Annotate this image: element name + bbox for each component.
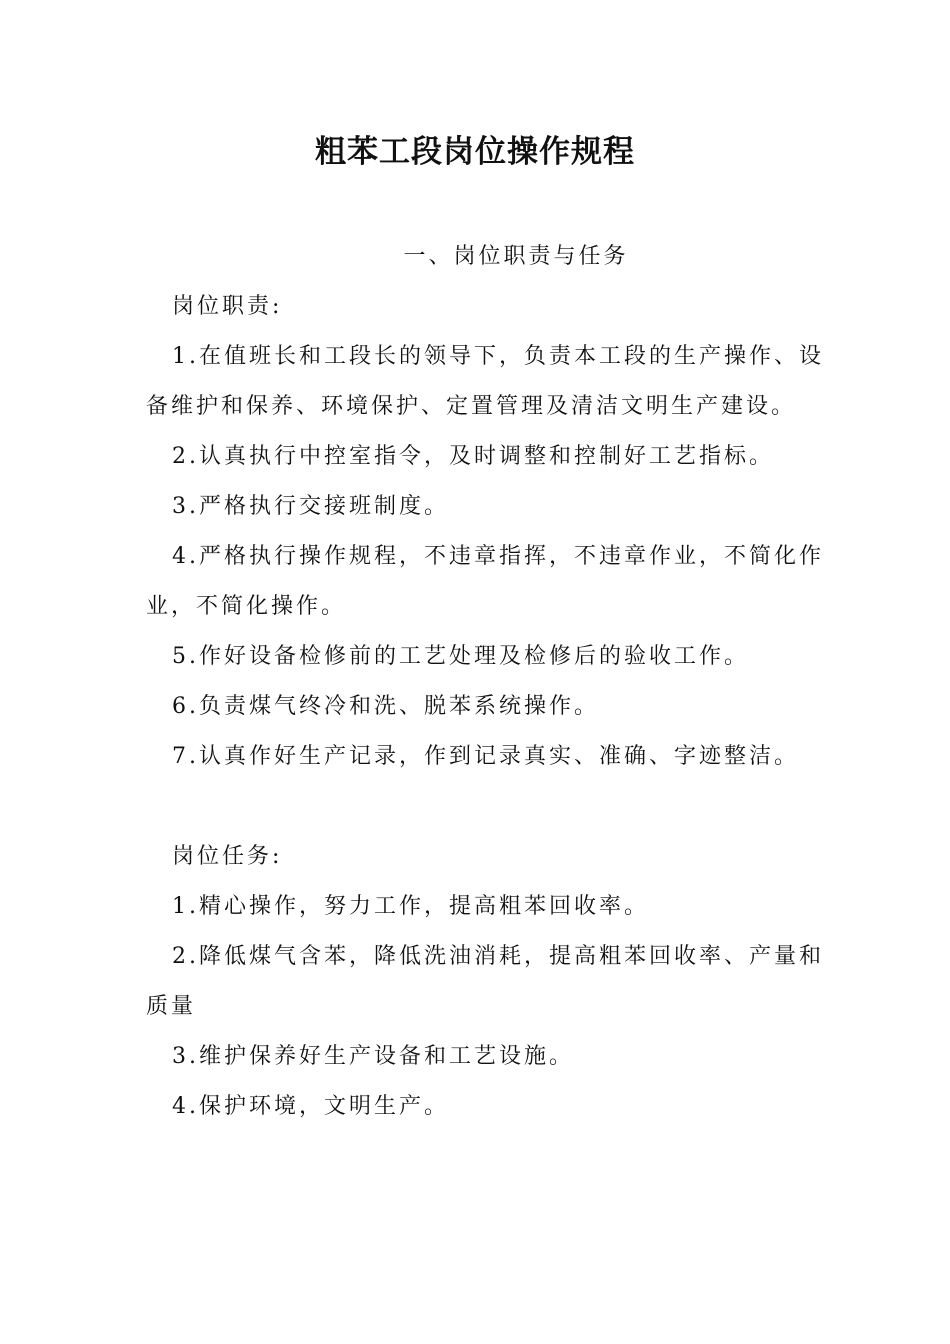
task-item-2: 2.降低煤气含苯，降低洗油消耗，提高粗苯回收率、产量和质量 [146, 944, 824, 1019]
duty-item-3: 3.严格执行交接班制度。 [172, 494, 449, 519]
duty-item-6: 6.负责煤气终冷和洗、脱苯系统操作。 [172, 694, 599, 719]
duty-item-1: 1.在值班长和工段长的领导下，负责本工段的生产操作、设备维护和保养、环境保护、定置管理及清洁文明生产建设。 [146, 344, 824, 419]
task-item-1: 1.精心操作，努力工作，提高粗苯回收率。 [172, 894, 649, 919]
duty-item-5: 5.作好设备检修前的工艺处理及检修后的验收工作。 [172, 644, 749, 669]
duty-item-7: 7.认真作好生产记录，作到记录真实、准确、字迹整洁。 [172, 744, 799, 769]
paragraph-gap [146, 782, 826, 832]
section-heading: 一、岗位职责与任务 [403, 244, 629, 269]
document-title: 粗苯工段岗位操作规程 [315, 134, 635, 170]
duties-label: 岗位职责: [172, 294, 283, 319]
task-item-3: 3.维护保养好生产设备和工艺设施。 [172, 1044, 574, 1069]
document-body [146, 232, 826, 1132]
tasks-label: 岗位任务: [172, 844, 283, 869]
duty-item-2: 2.认真执行中控室指令，及时调整和控制好工艺指标。 [172, 444, 774, 469]
duty-item-4: 4.严格执行操作规程，不违章指挥，不违章作业，不简化作业，不简化操作。 [146, 544, 824, 619]
task-item-4: 4.保护环境，文明生产。 [172, 1094, 449, 1119]
